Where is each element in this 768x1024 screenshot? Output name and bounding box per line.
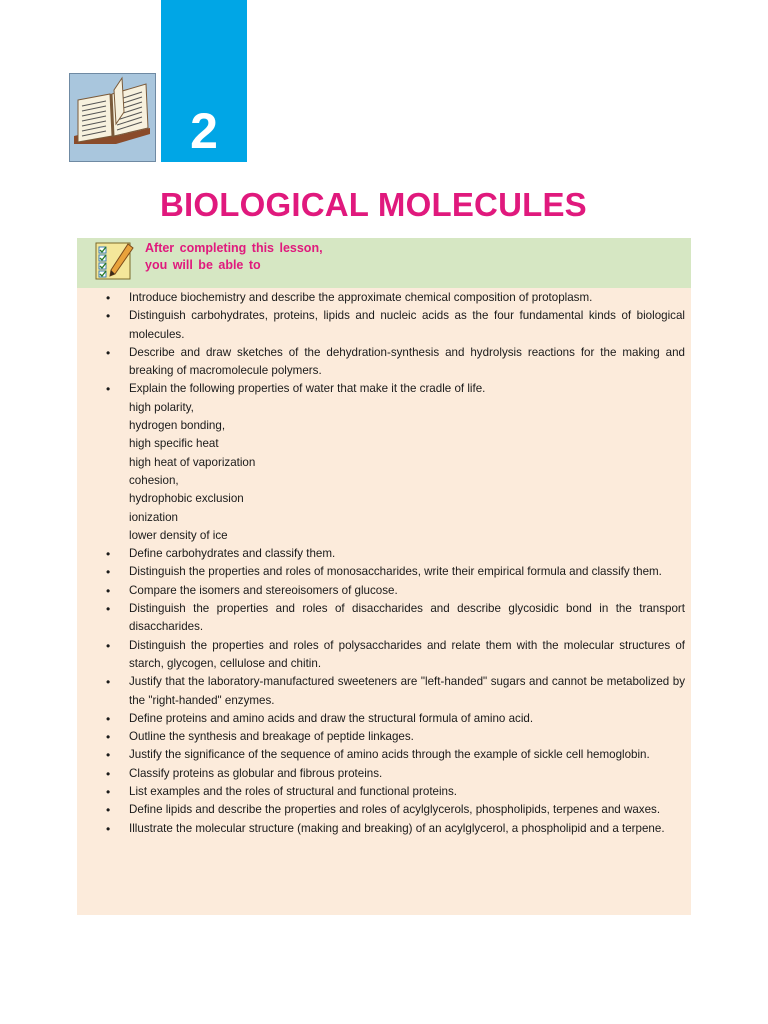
objective-subitem: high polarity,	[129, 400, 194, 414]
objective-item: • Describe and draw sketches of the dehydration-synthesis and hydrolysis reactions for the making and breaking of macromolecule polymers.	[77, 344, 691, 381]
chapter-number: 2	[190, 103, 218, 159]
chapter-number-block	[161, 0, 247, 162]
objective-item: • Explain the following properties of water that make it the cradle of life.	[77, 380, 691, 398]
objectives-list	[77, 289, 691, 838]
objectives-heading	[145, 240, 323, 274]
objective-item: • Justify the significance of the sequence of amino acids through the example of sickle cell hemoglobin.	[77, 746, 691, 764]
objective-item: • Distinguish the properties and roles of disaccharides and describe glycosidic bond in the transport disaccharides.	[77, 600, 691, 637]
objective-subitem: hydrophobic exclusion	[129, 492, 244, 506]
objective-item: • Define lipids and describe the properties and roles of acylglycerols, phospholipids, terpenes and waxes.	[77, 801, 691, 819]
objective-item: • Distinguish the properties and roles of monosaccharides, write their empirical formula and classify them.	[77, 563, 691, 581]
objectives-heading-line-1: After completing this lesson,	[145, 241, 323, 255]
objective-item: • Classify proteins as globular and fibrous proteins.	[77, 765, 691, 783]
objective-item: • Outline the synthesis and breakage of peptide linkages.	[77, 728, 691, 746]
checklist-pencil-icon	[94, 241, 134, 281]
objective-item: • List examples and the roles of structural and functional proteins.	[77, 783, 691, 801]
objectives-heading-line-2: you will be able to	[145, 258, 261, 272]
objective-subitem: lower density of ice	[129, 528, 228, 542]
objective-item: • Illustrate the molecular structure (making and breaking) of an acylglycerol, a phospholipid and a terpene.	[77, 820, 691, 838]
open-book-icon	[69, 73, 156, 162]
objective-item: • Compare the isomers and stereoisomers of glucose.	[77, 582, 691, 600]
objective-subitem: cohesion,	[129, 473, 179, 487]
learning-objectives-box	[77, 238, 691, 915]
objective-subitem: hydrogen bonding,	[129, 419, 226, 433]
objective-item: • Define proteins and amino acids and draw the structural formula of amino acid.	[77, 710, 691, 728]
objective-subitem: high heat of vaporization	[129, 455, 256, 469]
objective-item: • Introduce biochemistry and describe the approximate chemical composition of protoplasm.	[77, 289, 691, 307]
objective-item: • Justify that the laboratory-manufactured sweeteners are "left-handed" sugars and cannot be metabolized by the "right-handed" enzymes.	[77, 673, 691, 710]
chapter-title: BIOLOGICAL MOLECULES	[160, 186, 587, 223]
objective-item: • Define carbohydrates and classify them.	[77, 545, 691, 563]
objective-item: • Distinguish carbohydrates, proteins, lipids and nucleic acids as the four fundamental kinds of biological molecules.	[77, 307, 691, 344]
objective-subitem: high specific heat	[129, 437, 219, 451]
objective-subitem: ionization	[129, 510, 178, 524]
objectives-header	[77, 238, 691, 288]
objective-item: • Distinguish the properties and roles of polysaccharides and relate them with the molecular structures of starch, glycogen, cellulose and chitin.	[77, 637, 691, 674]
